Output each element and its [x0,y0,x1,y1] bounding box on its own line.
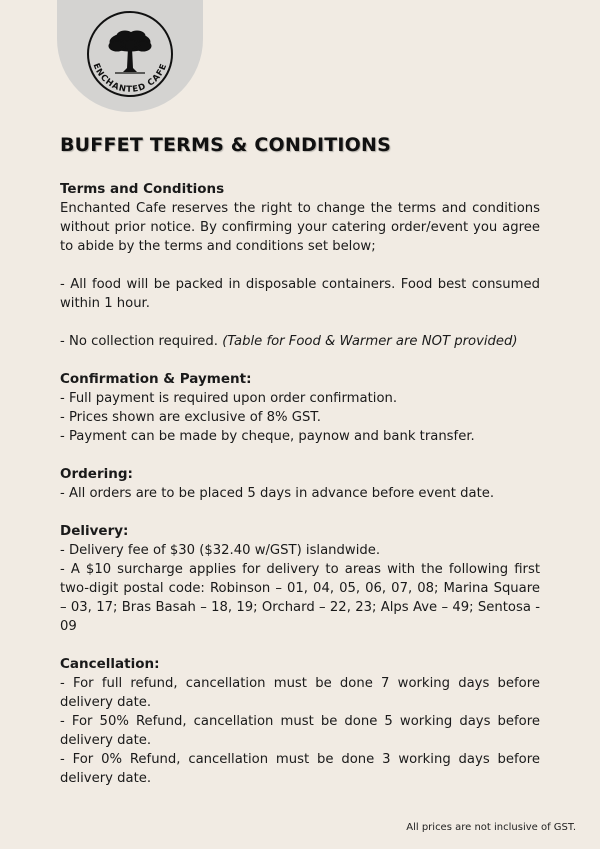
terms-heading: Terms and Conditions [60,181,225,197]
cancellation-item: - For full refund, cancellation must be done 7 working days before delivery date. [60,676,540,710]
cancellation-heading: Cancellation: [60,656,160,672]
logo-emblem [57,0,203,112]
collection-note [60,332,540,351]
gst-footer-note: All prices are not inclusive of GST. [406,822,576,833]
terms-intro: Enchanted Cafe reserves the right to change the terms and conditions without prior notice. By confirming your catering order/event you agree to abide by the terms and conditions set below; [60,201,540,254]
delivery-item: - A $10 surcharge applies for delivery to areas with the following first two-digit postal code: Robinson – 01, 04, 05, 06, 07, 08; Marina Square – 03, 17; Bras Basah – 18, 19; Orchard – 22, 23; Alps Ave – 49; Sentosa - 09 [60,562,540,634]
ordering-heading: Ordering: [60,466,133,482]
logo-badge [57,0,203,112]
logo-brand-text: ENCHANTED CAFE [90,61,170,95]
payment-item: - Prices shown are exclusive of 8% GST. [60,410,321,425]
cancellation-item: - For 0% Refund, cancellation must be done 3 working days before delivery date. [60,752,540,786]
collection-text: - No collection required. [60,334,218,349]
collection-italic-note: (Table for Food & Warmer are NOT provided) [222,334,518,349]
delivery-heading: Delivery: [60,523,129,539]
page-title: BUFFET TERMS & CONDITIONS [60,134,391,156]
tree-icon [109,31,151,73]
delivery-item: - Delivery fee of $30 ($32.40 w/GST) islandwide. [60,543,381,558]
food-packing-note: - All food will be packed in disposable containers. Food best consumed within 1 hour. [60,277,540,311]
payment-heading: Confirmation & Payment: [60,371,252,387]
payment-item: - Payment can be made by cheque, paynow and bank transfer. [60,429,475,444]
ordering-item: - All orders are to be placed 5 days in advance before event date. [60,486,495,501]
payment-item: - Full payment is required upon order confirmation. [60,391,398,406]
cancellation-item: - For 50% Refund, cancellation must be done 5 working days before delivery date. [60,714,540,748]
terms-content [60,180,540,788]
